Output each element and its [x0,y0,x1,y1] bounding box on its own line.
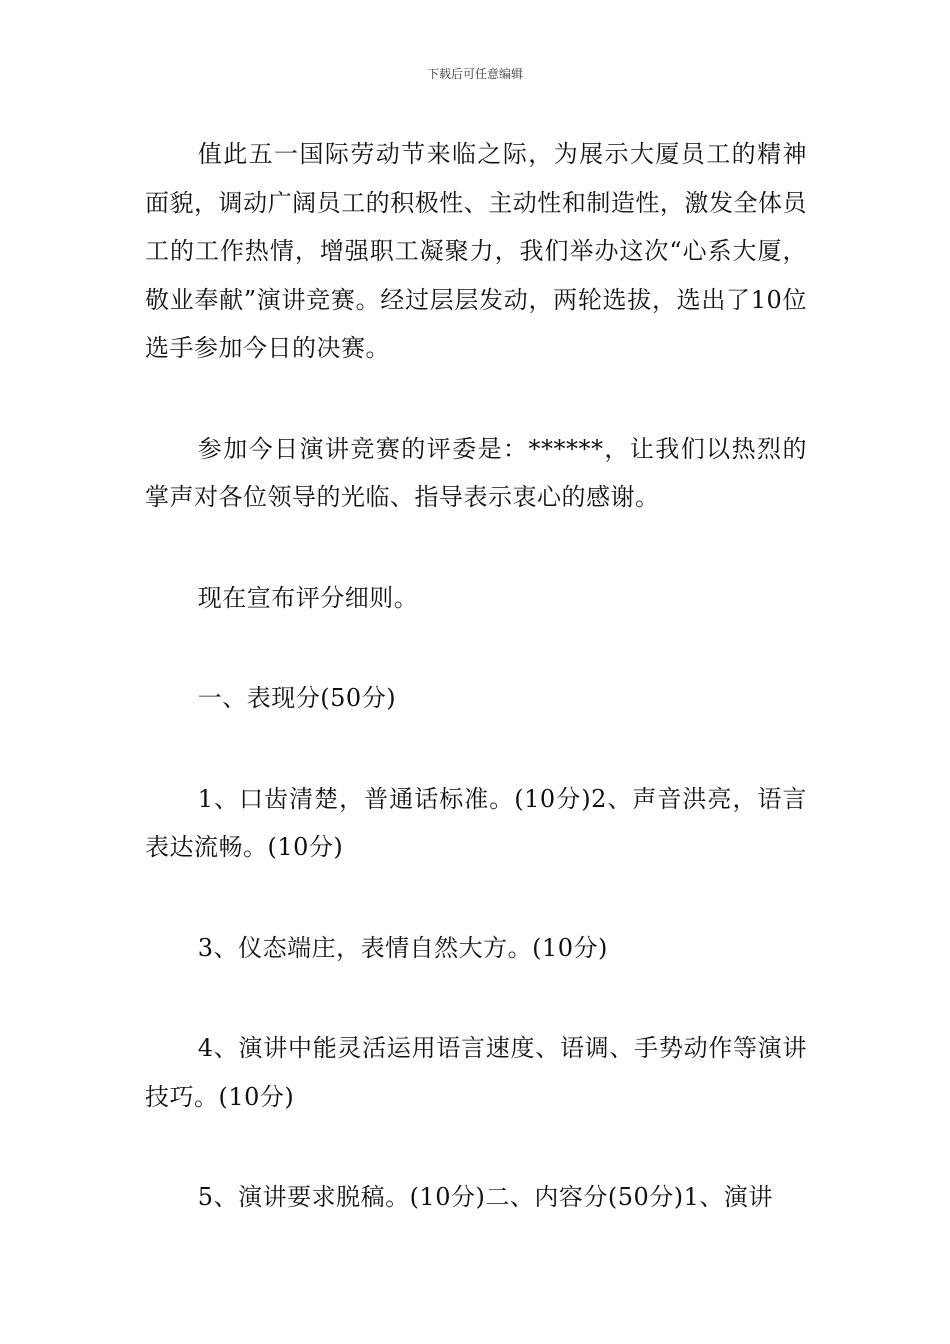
scoring-item-1-2: 1、口齿清楚，普通话标准。(10分)2、声音洪亮，语言表达流畅。(10分) [145,784,807,861]
page-header: 下载后可任意编辑 [426,67,523,81]
paragraph-gap [145,872,807,924]
scoring-item-5: 5、演讲要求脱稿。(10分)二、内容分(50分)1、演讲 [197,1183,773,1211]
scoring-item-3: 3、仪态端庄，表情自然大方。(10分) [197,933,608,962]
document-body [145,130,807,1222]
paragraph-gap [145,522,807,574]
paragraph-gap [145,622,807,674]
paragraph-scoring-announcement: 现在宣布评分细则。 [197,583,419,612]
scoring-item-4: 4、演讲中能灵活运用语言速度、语调、手势动作等演讲技巧。(10分) [145,1034,807,1111]
paragraph-judges: 参加今日演讲竞赛的评委是：******，让我们以热烈的掌声对各位领导的光临、指导表示衷心的感谢。 [145,434,807,511]
paragraph-gap [145,723,807,775]
paragraph-gap [145,972,807,1024]
paragraph-gap [145,1121,807,1173]
paragraph-gap [145,373,807,425]
paragraph-intro: 值此五一国际劳动节来临之际，为展示大厦员工的精神面貌，调动广阔员工的积极性、主动性和制造性，激发全体员工的工作热情，增强职工凝聚力，我们举办这次“心系大厦，敬业奉献”演讲竞赛。经过层层发动，两轮选拔，选出了10位选手参加今日的决赛。 [145,140,807,362]
section-heading-performance: 一、表现分(50分) [197,684,397,712]
